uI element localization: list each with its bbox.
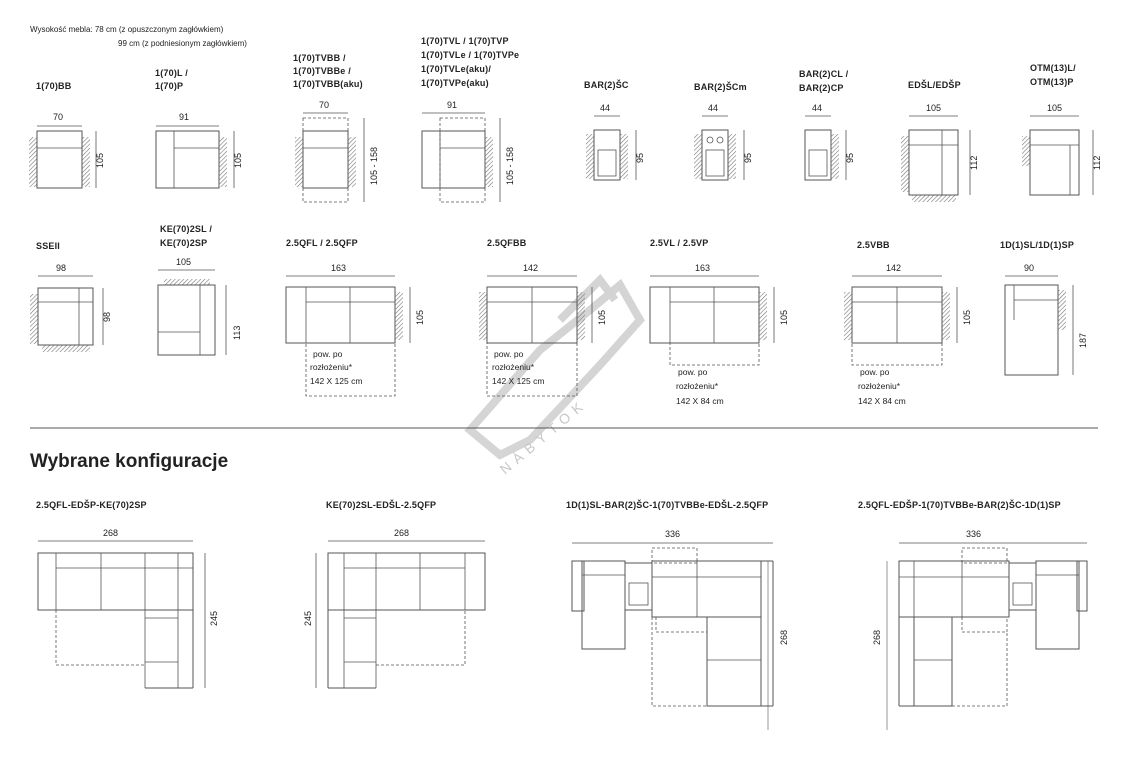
module-sseii [30, 241, 112, 352]
module-code: BAR(2)ŠCm [694, 82, 747, 92]
module-note: pow. po [494, 349, 524, 359]
module-code: EDŠL/EDŠP [908, 80, 961, 90]
module-depth: 105 [95, 152, 105, 168]
config-depth: 245 [209, 610, 219, 626]
module-depth: 98 [102, 311, 112, 322]
config-width: 336 [966, 529, 982, 539]
module-width: 70 [53, 112, 64, 122]
module-code: BAR(2)CP [799, 83, 844, 93]
module-code: KE(70)2SL / [160, 224, 213, 234]
module-note: rozłożeniu* [858, 381, 901, 391]
config-depth: 268 [779, 629, 789, 645]
module-bar-2-scm [694, 81, 753, 180]
config-depth: 268 [872, 629, 882, 645]
module-note: pow. po [678, 367, 708, 377]
module-depth: 95 [635, 152, 645, 163]
module-width: 105 [176, 257, 192, 267]
config-4 [858, 499, 1087, 730]
module-1-70-tvl-tvp [421, 36, 519, 202]
module-code: 2.5VL / 2.5VP [650, 238, 709, 248]
config-code: 2.5QFL-EDŠP-1(70)TVBBe-BAR(2)ŠC-1D(1)SP [858, 500, 1061, 510]
module-code: 1(70)TVL / 1(70)TVP [421, 36, 509, 46]
module-1-70-tvbb [293, 53, 379, 202]
module-depth: 95 [743, 152, 753, 163]
module-code: 1(70)TVLe / 1(70)TVPe [421, 50, 520, 60]
config-2 [303, 499, 485, 688]
module-1-70-bb [29, 81, 105, 188]
module-1-70-l-p [155, 68, 243, 188]
module-code: 2.5QFBB [487, 238, 527, 248]
module-1d-1-sl-sp [1000, 240, 1088, 375]
module-width: 91 [447, 100, 458, 110]
module-width: 44 [600, 103, 611, 113]
module-note: 142 X 125 cm [310, 376, 363, 386]
module-width: 70 [319, 100, 330, 110]
config-3 [566, 499, 789, 730]
module-code: OTM(13)P [1030, 77, 1074, 87]
module-depth: 105 [962, 309, 972, 325]
module-bar-2-sc [584, 79, 645, 180]
module-code: 1(70)TVBBe / [293, 66, 351, 76]
module-code: OTM(13)L/ [1030, 63, 1076, 73]
config-code: 2.5QFL-EDŠP-KE(70)2SP [36, 500, 147, 510]
module-edsl-edsp [901, 79, 979, 202]
config-width: 268 [103, 528, 119, 538]
module-ke-70-2sl-2sp [158, 224, 242, 355]
module-width: 44 [708, 103, 719, 113]
module-code: 1D(1)SL/1D(1)SP [1000, 240, 1075, 250]
module-note: 142 X 125 cm [492, 376, 545, 386]
module-depth: 95 [845, 152, 855, 163]
module-depth: 113 [232, 325, 242, 340]
module-width: 44 [812, 103, 823, 113]
module-2-5vbb [844, 240, 972, 406]
height-note-line2: 99 cm (z podniesionym zagłówkiem) [118, 39, 247, 48]
height-note-line1: Wysokość mebla: 78 cm (z opuszczonym zagłówkiem) [30, 25, 224, 34]
module-code: KE(70)2SP [160, 238, 208, 248]
config-1 [36, 499, 219, 688]
module-width: 142 [523, 263, 539, 273]
module-width: 98 [56, 263, 67, 273]
module-code: SSEII [36, 241, 61, 251]
module-depth: 105 [779, 309, 789, 325]
module-width: 105 [1047, 103, 1063, 113]
module-code: 1(70)TVBB(aku) [293, 79, 363, 89]
module-code: 1(70)P [155, 81, 184, 91]
module-code: 1(70)TVPe(aku) [421, 78, 489, 88]
module-note: rozłożeniu* [492, 362, 535, 372]
module-depth: 187 [1078, 332, 1088, 348]
module-note: pow. po [313, 349, 343, 359]
module-2-5qfl-qfp [286, 238, 425, 396]
module-depth: 105 - 158 [369, 146, 379, 185]
module-code: BAR(2)ŠC [584, 80, 629, 90]
module-note: rozłożeniu* [676, 381, 719, 391]
module-code: 2.5QFL / 2.5QFP [286, 238, 358, 248]
module-otm-13-l-p [1022, 63, 1102, 195]
section-title: Wybrane konfiguracje [30, 451, 229, 472]
module-width: 91 [179, 112, 190, 122]
module-code: 1(70)TVLe(aku)/ [421, 64, 492, 74]
module-code: BAR(2)CL / [799, 69, 849, 79]
module-code: 2.5VBB [857, 240, 890, 250]
config-depth: 245 [303, 610, 313, 626]
config-width: 268 [394, 528, 410, 538]
config-code: 1D(1)SL-BAR(2)ŠC-1(70)TVBBe-EDŠL-2.5QFP [566, 500, 769, 510]
module-depth: 105 [597, 309, 607, 325]
module-width: 163 [695, 263, 711, 273]
module-note: pow. po [860, 367, 890, 377]
module-width: 90 [1024, 263, 1035, 273]
module-depth: 105 [415, 309, 425, 325]
module-width: 163 [331, 263, 347, 273]
module-note: 142 X 84 cm [676, 396, 724, 406]
module-code: 1(70)BB [36, 81, 72, 91]
module-note: 142 X 84 cm [858, 396, 906, 406]
config-code: KE(70)2SL-EDŠL-2.5QFP [326, 500, 437, 510]
watermark-brand: NÁBYTOK [496, 395, 591, 478]
config-width: 336 [665, 529, 681, 539]
module-width: 105 [926, 103, 942, 113]
module-2-5vl-vp [650, 238, 789, 406]
module-depth: 105 - 158 [505, 146, 515, 185]
module-depth: 105 [233, 152, 243, 168]
module-code: 1(70)L / [155, 68, 188, 78]
module-depth: 112 [1092, 155, 1102, 170]
module-bar-2-cl-cp [799, 69, 855, 180]
module-depth: 112 [969, 155, 979, 170]
module-note: rozłożeniu* [310, 362, 353, 372]
module-code: 1(70)TVBB / [293, 53, 346, 63]
module-width: 142 [886, 263, 902, 273]
